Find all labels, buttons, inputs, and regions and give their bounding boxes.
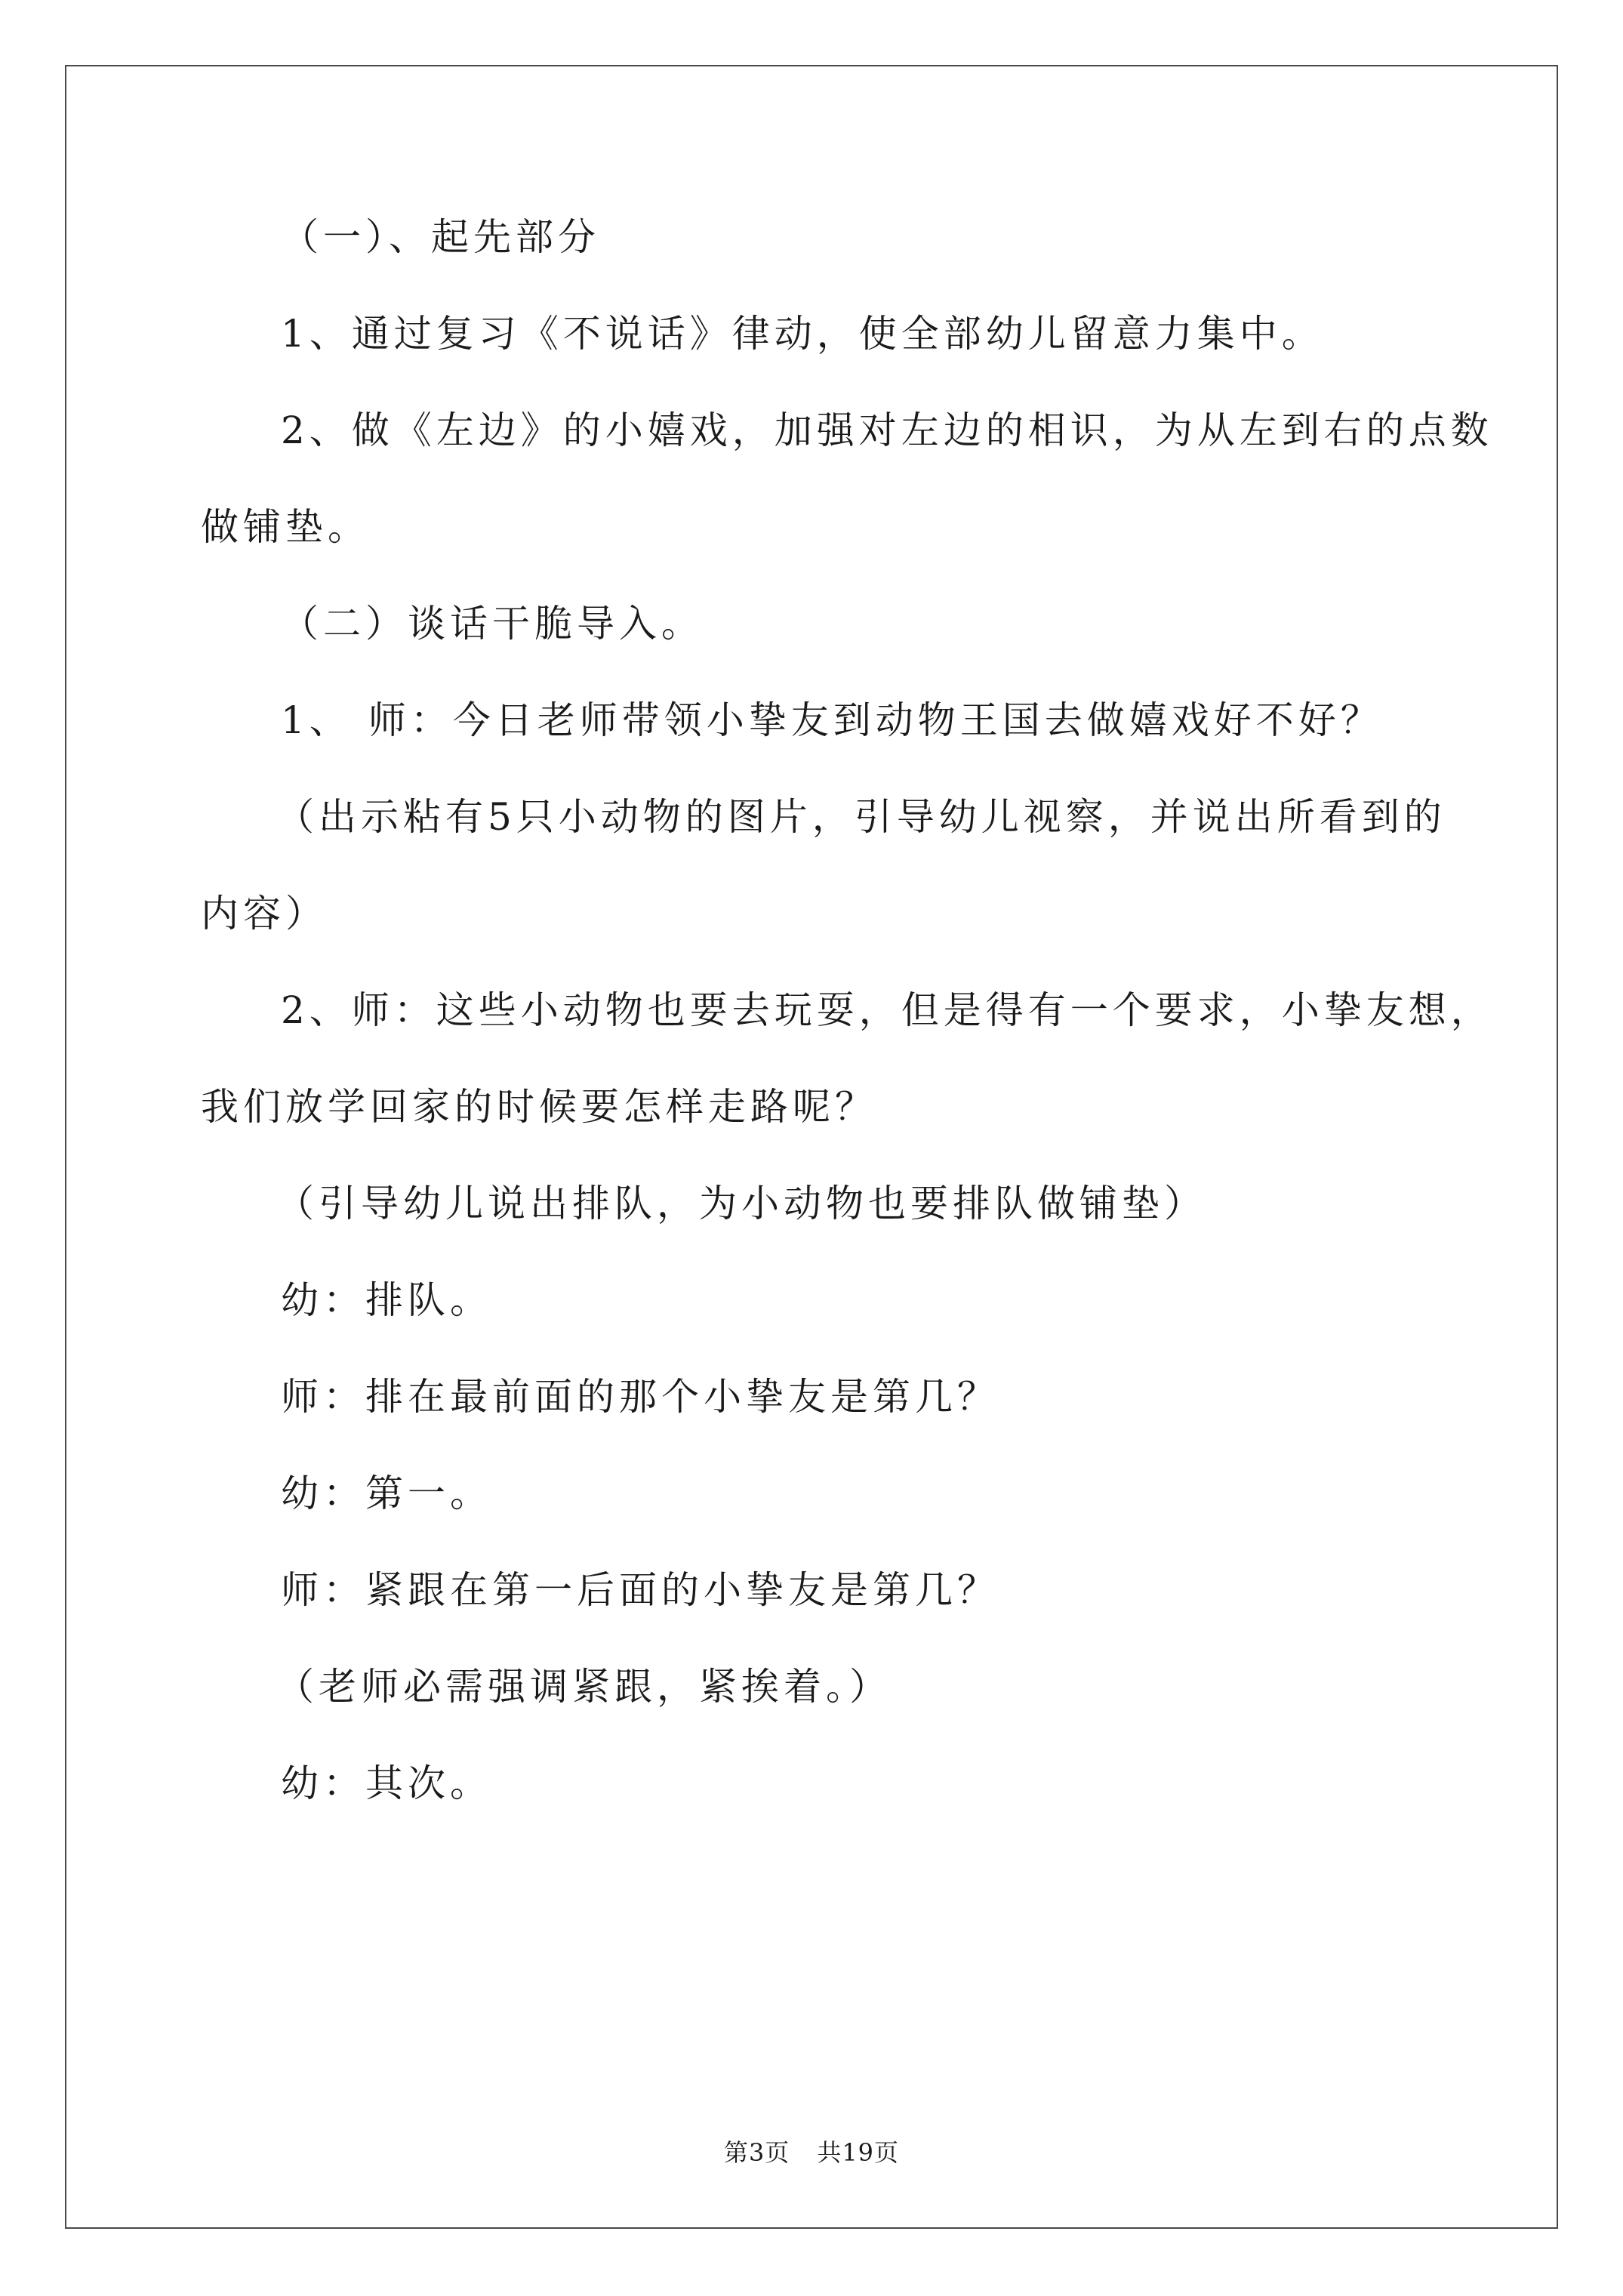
dialogue-line [201, 1761, 1439, 1806]
page-footer [0, 2134, 1623, 2168]
text-line: 2、做《左边》的小嬉戏，加强对左边的相识，为从左到右的点数 [281, 408, 1493, 452]
page-total: 共19页 [817, 2138, 900, 2167]
dialogue-line [201, 1567, 1439, 1613]
text-line: （一）、起先部分 [281, 215, 600, 259]
text-line: 幼：排队。 [281, 1278, 492, 1322]
text-line: 我们放学回家的时候要怎样走路呢？ [201, 1085, 877, 1129]
paragraph [201, 988, 1493, 1130]
dialogue-line [201, 1471, 1439, 1516]
page-number: 第3页 [723, 2138, 790, 2167]
text-line: 内容） [201, 892, 328, 935]
text-line: 1、 师：今日老师带领小挚友到动物王国去做嬉戏好不好？ [281, 698, 1383, 742]
text-line: （出示粘有5只小动物的图片，引导幼儿视察，并说出所看到的 [276, 795, 1446, 839]
text-line: 幼：其次。 [281, 1761, 492, 1805]
text-line: 2、师：这些小动物也要去玩耍，但是得有一个要求，小挚友想， [281, 988, 1493, 1032]
paragraph [201, 1664, 1439, 1709]
text-line: （二）谈话干脆导入。 [281, 602, 704, 646]
text-line: 1、通过复习《不说话》律动，使全部幼儿留意力集中。 [281, 312, 1324, 356]
paragraph [201, 1181, 1439, 1226]
paragraph [201, 408, 1493, 550]
section-heading-2 [201, 601, 1439, 646]
paragraph [201, 311, 1439, 356]
paragraph [201, 698, 1439, 743]
text-line: 师：排在最前面的那个小挚友是第几？ [281, 1375, 999, 1419]
document-body [201, 214, 1493, 1857]
text-line: （老师必需强调紧跟，紧挨着。） [276, 1665, 892, 1709]
paragraph [201, 794, 1446, 936]
dialogue-line [201, 1374, 1439, 1419]
dialogue-line [201, 1277, 1439, 1323]
text-line: （引导幼儿说出排队，为小动物也要排队做铺垫） [276, 1182, 1206, 1225]
section-heading-1 [201, 214, 1439, 260]
text-line: 做铺垫。 [201, 505, 370, 549]
text-line: 师：紧跟在第一后面的小挚友是第几？ [281, 1568, 999, 1612]
text-line: 幼：第一。 [281, 1472, 492, 1515]
